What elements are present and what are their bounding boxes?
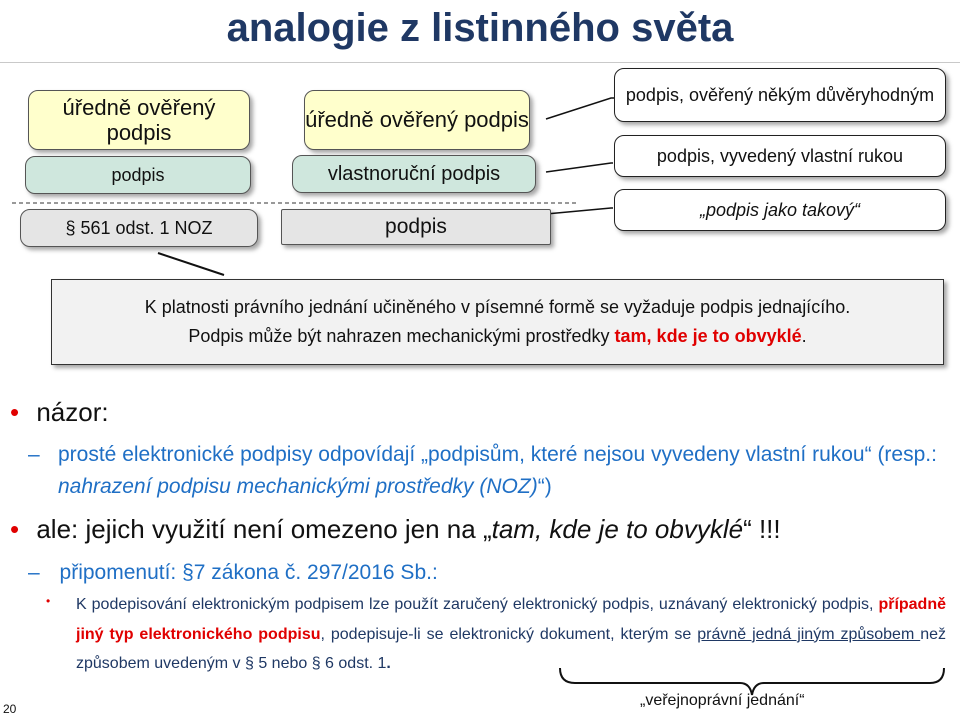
bullet-dot-icon: • xyxy=(46,594,51,608)
box-label: § 561 odst. 1 NOZ xyxy=(65,217,213,238)
box-signature-mid xyxy=(281,209,551,245)
usual-phrase: tam, kde je to obvyklé xyxy=(614,326,802,346)
callout-pointer-3 xyxy=(546,208,613,214)
callout-pointer-1 xyxy=(546,98,617,119)
sub-bullet-opinion: – prosté elektronické podpisy odpovídají „podpisům, které nejsou vyvedeny vlastní rukou“ (resp.: nahrazení podpisu mechanickými prostředky (NOZ)“) xyxy=(28,439,946,502)
law-quote-box xyxy=(51,279,944,365)
box-label: úředně ověřený podpis xyxy=(62,94,216,145)
dash-icon: – xyxy=(28,443,40,466)
sub-bullet-reminder: – připomenutí: §7 zákona č. 297/2016 Sb.: xyxy=(28,561,438,584)
box-label: podpis xyxy=(111,164,165,185)
page-number: 20 xyxy=(3,702,17,716)
box-label: podpis xyxy=(385,214,447,238)
page-title: analogie z listinného světa xyxy=(226,6,734,50)
callout-text: „podpis jako takový“ xyxy=(699,199,861,220)
legal-act-other-way: právně jedná jiným způsobem xyxy=(697,625,921,643)
brace-label: „veřejnoprávní jednání“ xyxy=(640,692,805,709)
callout-handwritten xyxy=(614,135,946,177)
box-officially-verified-signature-mid xyxy=(304,90,530,150)
bullet-but: • ale: jejich využití není omezeno jen na „tam, kde je to obvyklé“ !!! xyxy=(10,514,781,544)
callout-verified xyxy=(614,68,946,122)
law-pointer-line xyxy=(158,253,224,275)
callout-signature-as-such xyxy=(614,189,946,231)
other-signature-type: případně jiný typ elektronického podpisu xyxy=(76,596,946,643)
callout-pointer-2 xyxy=(546,163,613,172)
box-noz-reference xyxy=(20,209,258,247)
callout-text: podpis, vyvedený vlastní rukou xyxy=(656,145,904,166)
callout-text: podpis, ověřený někým důvěryhodným xyxy=(625,84,935,105)
box-label: vlastnoruční podpis xyxy=(327,162,501,185)
law-line-2: Podpis může být nahrazen mechanickými prostředky tam, kde je to obvyklé. xyxy=(188,326,807,346)
box-label: úředně ověřený podpis xyxy=(305,107,529,133)
bullet-dot-icon: • xyxy=(10,514,20,544)
dash-icon: – xyxy=(28,561,40,584)
bullet-dot-icon: • xyxy=(10,397,20,427)
bullet-opinion: • názor: xyxy=(10,397,109,427)
law-line-1: K platnosti právního jednání učiněného v písemné formě se vyžaduje podpis jednajícího. xyxy=(144,297,851,318)
statute-quote: • K podepisování elektronickým podpisem lze použít zaručený elektronický podpis, uznávaný elektronický podpis, případně jiný typ elektronického podpisu, podepisuje-li se elektronický dokument, kterým se právně jedná jiným způsobem než způsobem uvedeným v § 5 nebo § 6 odst. 1. xyxy=(46,590,946,679)
box-handwritten-signature xyxy=(292,155,536,193)
box-officially-verified-signature-left xyxy=(28,90,250,150)
box-signature-left xyxy=(25,156,251,194)
